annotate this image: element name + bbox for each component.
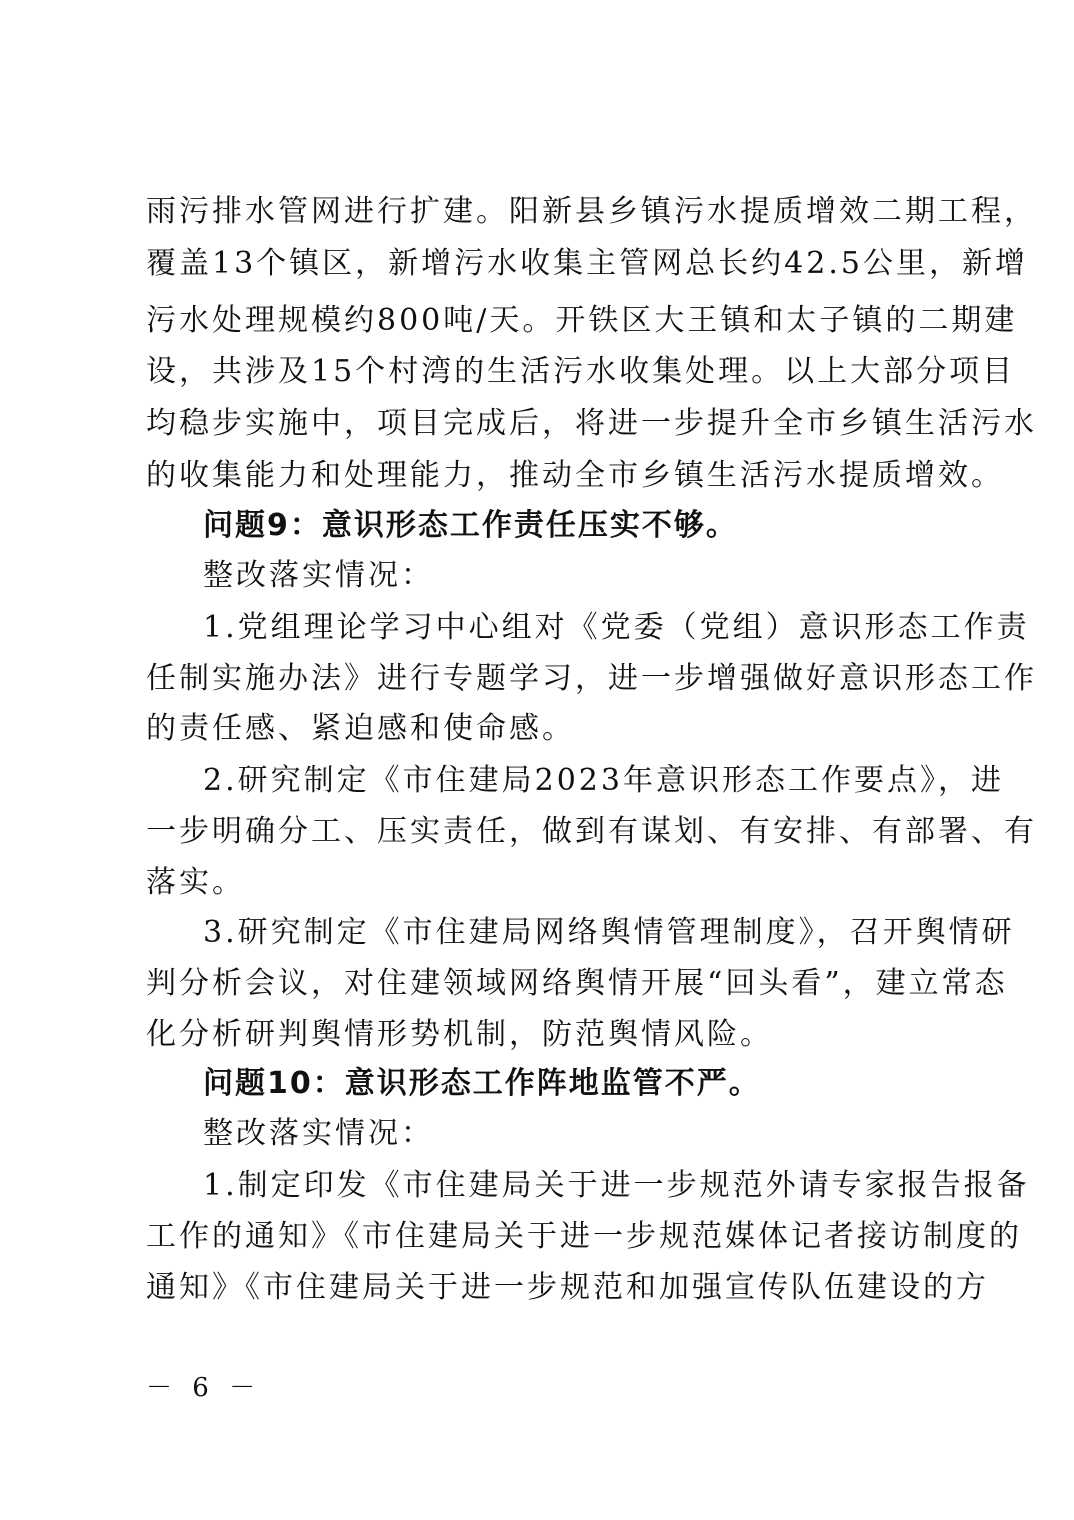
body-text-line: 1.制定印发《市住建局关于进一步规范外请专家报告报备 (203, 1168, 1030, 1203)
body-text-line: 3.研究制定《市住建局网络舆情管理制度》，召开舆情研 (203, 915, 1015, 950)
body-text-line: 一步明确分工、压实责任，做到有谋划、有安排、有部署、有 (146, 814, 1037, 849)
body-text-line: 2.研究制定《市住建局2023年意识形态工作要点》，进 (203, 763, 1004, 798)
page-number: － 6 － (146, 1373, 262, 1403)
body-text-line: 工作的通知》《市住建局关于进一步规范媒体记者接访制度的 (146, 1219, 1022, 1254)
body-text-line: 的收集能力和处理能力，推动全市乡镇生活污水提质增效。 (146, 458, 1004, 493)
body-text-line: 1.党组理论学习中心组对《党委（党组）意识形态工作责 (203, 610, 1030, 645)
body-text-line: 判分析会议，对住建领域网络舆情开展“回头看”，建立常态 (146, 966, 1008, 1001)
body-text-line: 设，共涉及15个村湾的生活污水收集处理。以上大部分项目 (146, 354, 1016, 389)
body-text-line: 雨污排水管网进行扩建。阳新县乡镇污水提质增效二期工程， (146, 194, 1037, 229)
issue-heading: 问题10：意识形态工作阵地监管不严。 (203, 1066, 761, 1101)
body-text-line: 的责任感、紧迫感和使命感。 (146, 711, 575, 746)
body-text-line: 任制实施办法》进行专题学习，进一步增强做好意识形态工作 (146, 661, 1037, 696)
body-text-line: 化分析研判舆情形势机制，防范舆情风险。 (146, 1017, 773, 1052)
section-label: 整改落实情况： (203, 1116, 434, 1151)
section-label: 整改落实情况： (203, 558, 434, 593)
body-text-line: 均稳步实施中，项目完成后，将进一步提升全市乡镇生活污水 (146, 406, 1037, 441)
body-text-line: 通知》《市住建局关于进一步规范和加强宣传队伍建设的方 (146, 1270, 989, 1305)
body-text-line: 落实。 (146, 865, 245, 900)
body-text-line: 覆盖13个镇区，新增污水收集主管网总长约42.5公里，新增 (146, 246, 1028, 281)
body-text-line: 污水处理规模约800吨/天。开铁区大王镇和太子镇的二期建 (146, 303, 1018, 338)
issue-heading: 问题9：意识形态工作责任压实不够。 (203, 508, 738, 543)
